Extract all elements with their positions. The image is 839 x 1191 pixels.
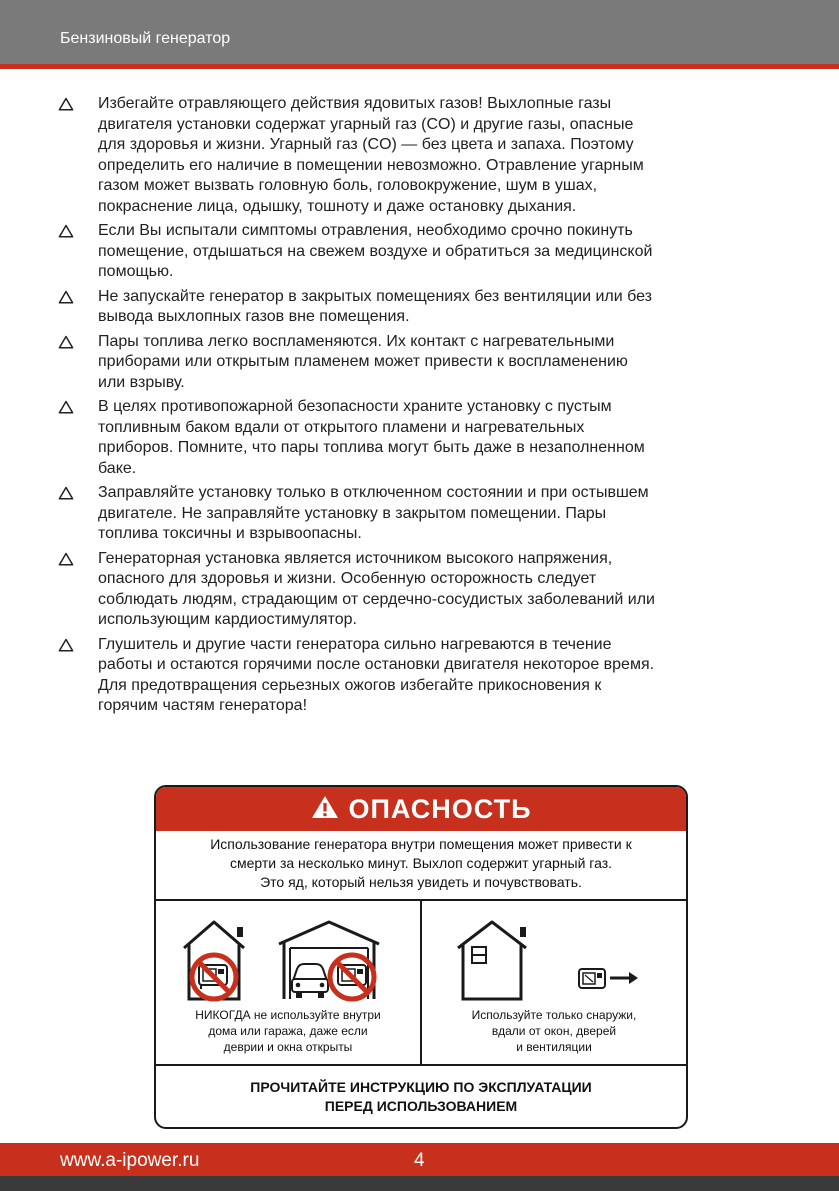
warning-text: Если Вы испытали симптомы отравления, необходимо срочно покинуть помещение, отдышаться на свежем воздухе и обратиться за медицинской помощью.: [98, 222, 653, 280]
warning-triangle-icon: [58, 332, 98, 354]
warning-triangle-icon: [58, 287, 98, 309]
warning-triangle-icon: [58, 483, 98, 505]
indoor-prohibited-panel: [156, 901, 422, 1064]
warning-item: [58, 332, 788, 394]
warning-triangle-icon: [58, 94, 98, 116]
warning-triangle-icon: [58, 635, 98, 657]
danger-message: Использование генератора внутри помещения может привести к смерти за несколько минут. Выхлоп содержит угарный газ. Это яд, который нельзя увидеть и почувствовать.: [210, 836, 632, 890]
outdoor-use-caption: Используйте только снаружи, вдали от окон, дверей и вентиляции: [471, 1008, 637, 1054]
warning-item: [58, 94, 788, 217]
warning-triangle-icon: [58, 549, 98, 571]
outdoor-use-panel: [422, 901, 686, 1064]
warnings-list: [58, 94, 788, 721]
car-icon: [292, 964, 328, 998]
warning-text: Избегайте отравляющего действия ядовитых газов! Выхлопные газы двигателя установки содержат угарный газ (CO) и другие газы, опасные для здоровья и жизни. Угарный газ (CO) — без цвета и запаха. Поэтому определить его наличие в помещении невозможно. Отравление угарным газом может вызвать головную боль, головокружение, шум в ушах, покраснение лица, одышку, тошноту и даже остановку дыхания.: [98, 95, 644, 215]
header-title: Бензиновый генератор: [60, 30, 231, 47]
indoor-prohibited-caption: НИКОГДА не используйте внутри дома или гаража, даже если деврии и окна открыты: [195, 1008, 381, 1054]
warning-item: [58, 221, 788, 283]
warning-text: В целях противопожарной безопасности храните установку с пустым топливным баком вдали от открытого пламени и нагревательных приборов. Помните, что пары топлива могут быть даже в незаполненном баке.: [98, 398, 645, 477]
page-header: [0, 0, 839, 64]
generator-icon: [579, 969, 605, 988]
indoor-prohibited-illustration: [156, 901, 420, 1005]
warning-text: Глушитель и другие части генератора сильно нагреваются в течение работы и остаются горячими после остановки двигателя некоторое время. Для предотвращения серьезных ожогов избегайте прикосновения к горячим частям генератора!: [98, 635, 655, 714]
warning-triangle-icon: [58, 221, 98, 243]
danger-header: [156, 787, 686, 831]
danger-warning-icon: [311, 795, 339, 824]
warning-text: Заправляйте установку только в отключенном состоянии и при остывшем двигателе. Не заправляйте установку в закрытом помещении. Пары топлива токсичны и взрывоопасны.: [98, 484, 649, 542]
outdoor-use-illustration: [422, 901, 684, 1005]
footer-url-link[interactable]: www.a-ipower.ru: [60, 1150, 200, 1171]
header-stripe: [0, 64, 839, 69]
warning-item: [58, 483, 788, 545]
warning-item: [58, 635, 788, 717]
page-number: 4: [414, 1150, 425, 1171]
warning-item: [58, 549, 788, 631]
warning-text: Пары топлива легко воспламеняются. Их контакт с нагревательными приборами или открытым пламенем может привести к воспламенению или взрыву.: [98, 332, 628, 391]
warning-item: [58, 397, 788, 479]
danger-footer: ПРОЧИТАЙТЕ ИНСТРУКЦИЮ ПО ЭКСПЛУАТАЦИИ ПЕРЕД ИСПОЛЬЗОВАНИЕМ: [250, 1079, 592, 1114]
warning-triangle-icon: [58, 397, 98, 419]
danger-panels: [156, 899, 686, 1066]
footer-bar: [0, 1176, 839, 1191]
arrow-right-icon: [610, 972, 638, 984]
warning-text: Генераторная установка является источником высокого напряжения, опасного для здоровья и жизни. Особенную осторожность следует соблюдать людям, страдающим от сердечно-сосудистых заболеваний или использующим кардиостимулятор.: [98, 549, 655, 628]
house-icon: [458, 922, 526, 999]
warning-item: [58, 287, 788, 328]
warning-text: Не запускайте генератор в закрытых помещениях без вентиляции или без вывода выхлопных газов вне помещения.: [98, 287, 652, 325]
danger-title: ОПАСНОСТЬ: [348, 793, 532, 824]
danger-label: [154, 785, 688, 1129]
